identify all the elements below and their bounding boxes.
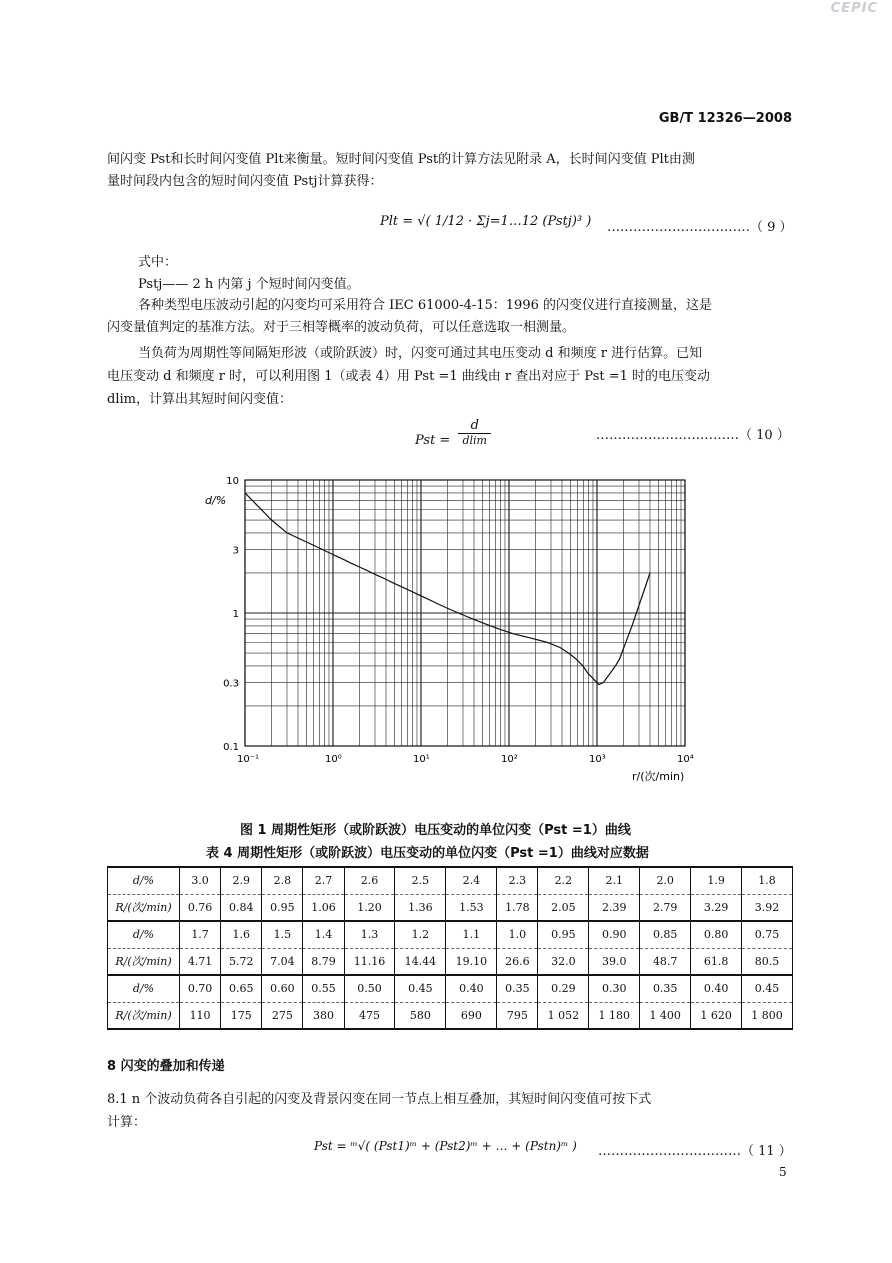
table-cell-d: 2.1	[589, 867, 640, 894]
x-tick-label: 10¹	[413, 754, 430, 765]
table-caption: 表 4 周期性矩形（或阶跃波）电压变动的单位闪变（Pst =1）曲线对应数据	[206, 846, 649, 861]
table-cell-d: 3.0	[180, 867, 221, 894]
table-row-r	[108, 894, 793, 921]
table-cell-r: 8.79	[303, 948, 344, 975]
table-cell-r: 690	[446, 1002, 497, 1029]
flicker-curve-chart	[200, 470, 720, 790]
y-tick-label: 3	[232, 545, 239, 557]
x-tick-label: 10²	[501, 754, 518, 765]
table-cell-r: 26.6	[497, 948, 538, 975]
table-cell-r: 0.76	[180, 894, 221, 921]
paragraph-3-line-3: dlim，计算出其短时间闪变值：	[107, 392, 292, 407]
table-cell-d: 0.80	[691, 921, 742, 948]
table-row-d	[108, 867, 793, 894]
table-cell-r: 1.20	[344, 894, 395, 921]
table-cell-r: 1.53	[446, 894, 497, 921]
table-cell-r: 795	[497, 1002, 538, 1029]
table-cell-r: 1 620	[691, 1002, 742, 1029]
table-cell-r: 1.78	[497, 894, 538, 921]
x-axis-label: r/(次/min)	[632, 770, 685, 783]
page-number: 5	[779, 1165, 787, 1179]
equation-10	[415, 418, 491, 447]
table-cell-d: 1.9	[691, 867, 742, 894]
section-8-title: 8 闪变的叠加和传递	[107, 1059, 225, 1074]
table-cell-d: 1.0	[497, 921, 538, 948]
y-axis-label: d/%	[205, 494, 227, 507]
table-row-r	[108, 948, 793, 975]
chart-grid	[245, 480, 685, 746]
section-8-1-line-2: 计算：	[107, 1115, 147, 1130]
x-tick-label: 10⁻¹	[237, 754, 260, 765]
table-cell-d: 2.5	[395, 867, 446, 894]
equation-9	[380, 214, 591, 229]
table-cell-d: 0.75	[742, 921, 793, 948]
x-tick-label: 10⁰	[325, 754, 342, 765]
table-cell-r: 4.71	[180, 948, 221, 975]
table-cell-r: 0.84	[221, 894, 262, 921]
table-cell-d: 0.35	[497, 975, 538, 1002]
table-cell-r: 61.8	[691, 948, 742, 975]
table-cell-r: 580	[395, 1002, 446, 1029]
table-cell-r: 110	[180, 1002, 221, 1029]
table-cell-d: 1.7	[180, 921, 221, 948]
row-header-d: d/%	[108, 867, 180, 894]
x-tick-label: 10⁴	[677, 754, 694, 765]
table-cell-d: 0.50	[344, 975, 395, 1002]
table-cell-r: 380	[303, 1002, 344, 1029]
table-cell-d: 1.6	[221, 921, 262, 948]
table-cell-r: 11.16	[344, 948, 395, 975]
table-cell-d: 1.5	[262, 921, 303, 948]
table-cell-d: 2.2	[538, 867, 589, 894]
eq9-rhs: √( 1/12 · Σj=1…12 (Pstj)³ )	[417, 214, 592, 229]
table-cell-d: 0.55	[303, 975, 344, 1002]
y-tick-label: 10	[226, 476, 239, 487]
x-tick-label: 10³	[589, 754, 606, 765]
table-cell-r: 14.44	[395, 948, 446, 975]
table-cell-d: 1.2	[395, 921, 446, 948]
where-label: 式中：	[138, 255, 178, 270]
table-cell-r: 1.06	[303, 894, 344, 921]
table-cell-r: 275	[262, 1002, 303, 1029]
watermark: CEPIC	[830, 1, 878, 16]
y-tick-label: 0.1	[223, 742, 239, 753]
table-cell-d: 0.70	[180, 975, 221, 1002]
figure-caption: 图 1 周期性矩形（或阶跃波）电压变动的单位闪变（Pst =1）曲线	[240, 823, 631, 838]
table-cell-r: 2.79	[640, 894, 691, 921]
table-row-d	[108, 921, 793, 948]
where-definition: Pstj—— 2 h 内第 j 个短时间闪变值。	[138, 277, 360, 292]
equation-11-number: ……………………………（ 11 ）	[598, 1144, 792, 1159]
table-cell-d: 0.65	[221, 975, 262, 1002]
table-cell-r: 1.36	[395, 894, 446, 921]
section-8-1-line-1: 8.1 n 个波动负荷各自引起的闪变及背景闪变在同一节点上相互叠加，其短时间闪变值可按下式	[107, 1092, 652, 1107]
intro-line-1: 间闪变 Pst和长时间闪变值 Plt来衡量。短时间闪变值 Pst的计算方法见附录 A，长时间闪变值 Plt由测	[107, 152, 695, 167]
table-cell-r: 3.29	[691, 894, 742, 921]
table-cell-r: 48.7	[640, 948, 691, 975]
table-cell-d: 2.3	[497, 867, 538, 894]
equation-9-number: ……………………………（ 9 ）	[607, 220, 793, 235]
y-tick-label: 0.3	[223, 678, 239, 690]
paragraph-3-line-2: 电压变动 d 和频度 r 时，可以利用图 1（或表 4）用 Pst =1 曲线由 r 查出对应于 Pst =1 时的电压变动	[107, 369, 711, 384]
table-cell-r: 39.0	[589, 948, 640, 975]
table-cell-d: 0.45	[742, 975, 793, 1002]
table-cell-d: 2.0	[640, 867, 691, 894]
table-cell-r: 1 180	[589, 1002, 640, 1029]
eq9-lhs: Plt =	[380, 214, 414, 229]
table-cell-d: 0.35	[640, 975, 691, 1002]
row-header-d: d/%	[108, 921, 180, 948]
eq10-denominator: dlim	[462, 434, 487, 447]
table-cell-d: 0.29	[538, 975, 589, 1002]
paragraph-2-line-2: 闪变量值判定的基准方法。对于三相等概率的波动负荷，可以任意选取一相测量。	[107, 320, 576, 335]
table-cell-d: 1.8	[742, 867, 793, 894]
table-cell-d: 1.1	[446, 921, 497, 948]
chart-ticks	[223, 476, 694, 765]
table-cell-d: 1.4	[303, 921, 344, 948]
table-cell-d: 2.4	[446, 867, 497, 894]
row-header-r: R/(次/min)	[108, 948, 180, 975]
row-header-d: d/%	[108, 975, 180, 1002]
standard-number: GB/T 12326—2008	[658, 111, 792, 126]
table-cell-d: 0.90	[589, 921, 640, 948]
table-cell-r: 32.0	[538, 948, 589, 975]
row-header-r: R/(次/min)	[108, 894, 180, 921]
eq10-numerator: d	[458, 418, 491, 434]
table-cell-r: 80.5	[742, 948, 793, 975]
equation-10-number: ……………………………（ 10 ）	[596, 428, 790, 443]
table-cell-r: 19.10	[446, 948, 497, 975]
row-header-r: R/(次/min)	[108, 1002, 180, 1029]
table-cell-d: 0.40	[691, 975, 742, 1002]
table-cell-d: 0.45	[395, 975, 446, 1002]
table-row-r	[108, 1002, 793, 1029]
table-cell-d: 2.6	[344, 867, 395, 894]
paragraph-3-line-1: 当负荷为周期性等间隔矩形波（或阶跃波）时，闪变可通过其电压变动 d 和频度 r 进行估算。已知	[138, 346, 703, 361]
paragraph-2-line-1: 各种类型电压波动引起的闪变均可采用符合 IEC 61000-4-15：1996 的闪变仪进行直接测量，这是	[138, 298, 713, 313]
table-cell-r: 5.72	[221, 948, 262, 975]
table-cell-r: 1 052	[538, 1002, 589, 1029]
y-tick-label: 1	[232, 609, 239, 620]
intro-line-2: 量时间段内包含的短时间闪变值 Pstj计算获得：	[107, 174, 383, 189]
table-cell-r: 7.04	[262, 948, 303, 975]
table-cell-r: 1 400	[640, 1002, 691, 1029]
table-cell-d: 0.95	[538, 921, 589, 948]
table-cell-d: 0.85	[640, 921, 691, 948]
table-cell-r: 0.95	[262, 894, 303, 921]
table-cell-d: 0.40	[446, 975, 497, 1002]
table-cell-d: 2.8	[262, 867, 303, 894]
table-row-d	[108, 975, 793, 1002]
table-cell-r: 2.39	[589, 894, 640, 921]
equation-11: Pst = ᵐ√( (Pst1)ᵐ + (Pst2)ᵐ + … + (Pstn)ᵐ )	[314, 1139, 577, 1153]
table-cell-r: 2.05	[538, 894, 589, 921]
eq10-lhs: Pst =	[415, 433, 451, 448]
table-cell-d: 2.7	[303, 867, 344, 894]
flicker-data-table	[107, 866, 793, 1030]
table-cell-r: 3.92	[742, 894, 793, 921]
table-cell-d: 1.3	[344, 921, 395, 948]
table-cell-r: 475	[344, 1002, 395, 1029]
table-cell-d: 2.9	[221, 867, 262, 894]
table-cell-d: 0.30	[589, 975, 640, 1002]
table-cell-r: 1 800	[742, 1002, 793, 1029]
table-cell-r: 175	[221, 1002, 262, 1029]
table-cell-d: 0.60	[262, 975, 303, 1002]
